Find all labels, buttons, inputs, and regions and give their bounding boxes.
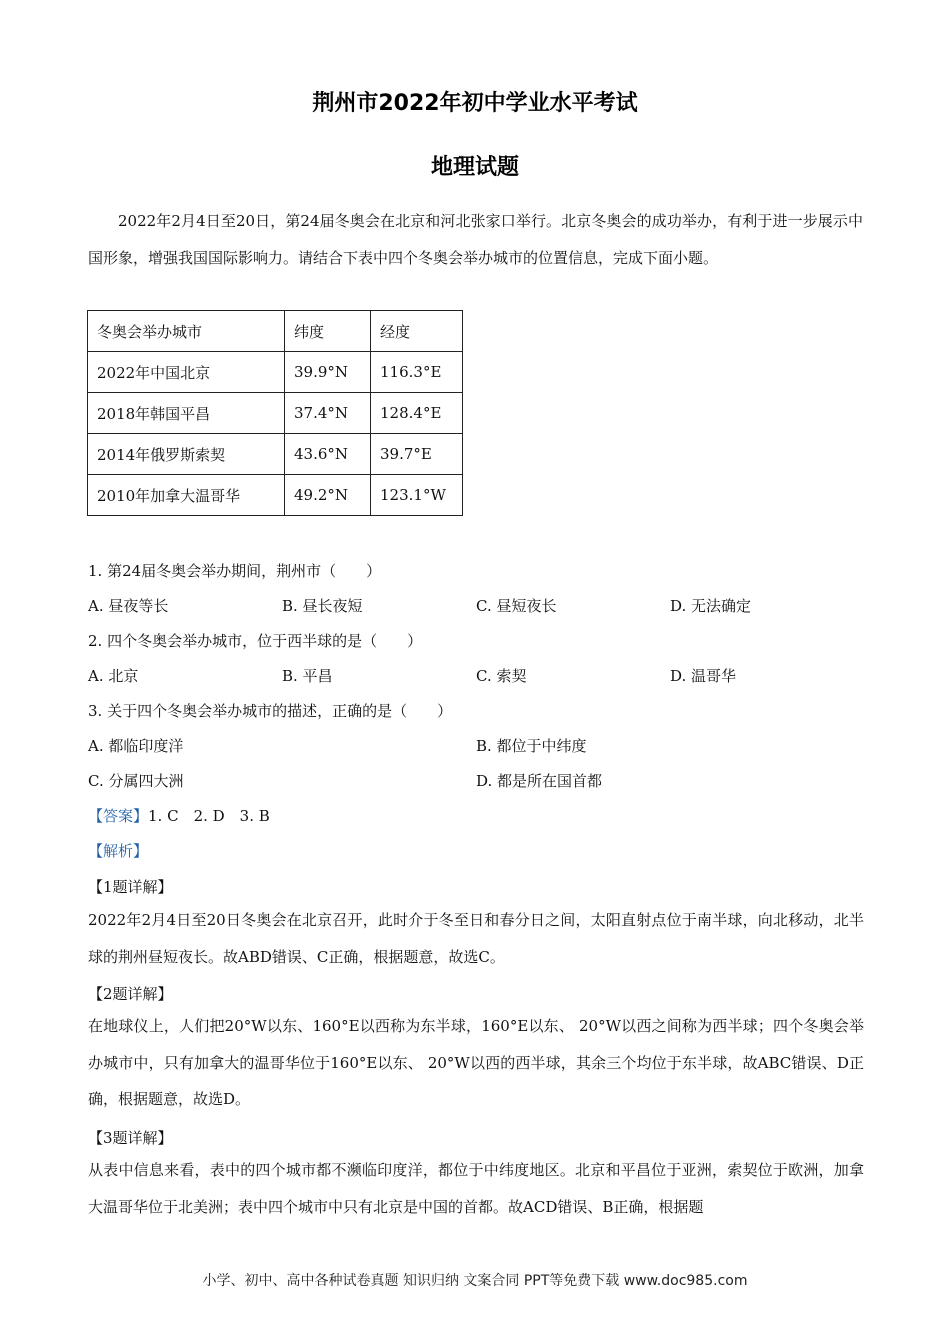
table-cell: 39.9°N bbox=[285, 352, 371, 393]
question-3-option-b: B. 都位于中纬度 bbox=[476, 737, 587, 755]
analysis-label: 【解析】 bbox=[88, 842, 149, 860]
table-cell: 123.1°W bbox=[371, 475, 463, 516]
detail-3-text: 从表中信息来看，表中的四个城市都不濒临印度洋，都位于中纬度地区。北京和平昌位于亚洲，索契位于欧洲，加拿大温哥华位于北美洲；表中四个城市中只有北京是中国的首都。故ACD错误、B正确，根据题 bbox=[88, 1161, 864, 1216]
table-header-cell: 纬度 bbox=[285, 311, 371, 352]
question-1-option-d: D. 无法确定 bbox=[670, 597, 752, 615]
table-cell: 128.4°E bbox=[371, 393, 463, 434]
page-footer: 小学、初中、高中各种试卷真题 知识归纳 文案合同 PPT等免费下载 www.doc985.com bbox=[202, 1273, 748, 1289]
table-cell: 2022年中国北京 bbox=[88, 352, 285, 393]
table-row bbox=[88, 475, 463, 516]
question-1-option-a: A. 昼夜等长 bbox=[88, 597, 169, 615]
table-row bbox=[88, 434, 463, 475]
table-cell: 2018年韩国平昌 bbox=[88, 393, 285, 434]
table-row bbox=[88, 352, 463, 393]
question-3-option-c: C. 分属四大洲 bbox=[88, 772, 184, 790]
table-header-row bbox=[88, 311, 463, 352]
question-2-stem: 2. 四个冬奥会举办城市，位于西半球的是（ ） bbox=[88, 632, 423, 650]
table-cell: 116.3°E bbox=[371, 352, 463, 393]
detail-2-text: 在地球仪上，人们把20°W以东、160°E以西称为东半球，160°E以东、 20°W以西之间称为西半球；四个冬奥会举办城市中，只有加拿大的温哥华位于160°E以东、 20°W以西的西半球，其余三个均位于东半球，故ABC错误、D正确，根据题意，故选D。 bbox=[88, 1017, 864, 1108]
intro-paragraph: 2022年2月4日至20日，第24届冬奥会在北京和河北张家口举行。北京冬奥会的成功举办，有利于进一步展示中国形象，增强我国国际影响力。请结合下表中四个冬奥会举办城市的位置信息，完成下面小题。 bbox=[88, 212, 863, 267]
question-2-option-b: B. 平昌 bbox=[282, 667, 333, 685]
table-cell: 2010年加拿大温哥华 bbox=[88, 475, 285, 516]
table-header-cell: 冬奥会举办城市 bbox=[88, 311, 285, 352]
detail-3-label: 【3题详解】 bbox=[88, 1129, 173, 1147]
question-2-option-d: D. 温哥华 bbox=[670, 667, 737, 685]
answer-label: 【答案】 bbox=[88, 807, 149, 825]
answer-text: 1. C 2. D 3. B bbox=[148, 807, 270, 825]
question-1-option-b: B. 昼长夜短 bbox=[282, 597, 363, 615]
detail-2-label: 【2题详解】 bbox=[88, 985, 173, 1003]
page-subtitle: 地理试题 bbox=[430, 155, 519, 180]
question-1-option-c: C. 昼短夜长 bbox=[476, 597, 557, 615]
detail-1-label: 【1题详解】 bbox=[88, 878, 173, 896]
table-cell: 2014年俄罗斯索契 bbox=[88, 434, 285, 475]
table-cell: 39.7°E bbox=[371, 434, 463, 475]
question-2-option-a: A. 北京 bbox=[88, 667, 139, 685]
question-3-option-d: D. 都是所在国首都 bbox=[476, 772, 603, 790]
answer-line bbox=[88, 805, 270, 826]
cities-table bbox=[87, 310, 463, 516]
table-cell: 37.4°N bbox=[285, 393, 371, 434]
table-row bbox=[88, 393, 463, 434]
table-cell: 43.6°N bbox=[285, 434, 371, 475]
table-header-cell: 经度 bbox=[371, 311, 463, 352]
question-3-option-a: A. 都临印度洋 bbox=[88, 737, 184, 755]
table-cell: 49.2°N bbox=[285, 475, 371, 516]
question-1-stem: 1. 第24届冬奥会举办期间，荆州市（ ） bbox=[88, 562, 382, 580]
question-3-stem: 3. 关于四个冬奥会举办城市的描述，正确的是（ ） bbox=[88, 702, 453, 720]
page-title: 荆州市2022年初中学业水平考试 bbox=[312, 91, 638, 116]
detail-1-text: 2022年2月4日至20日冬奥会在北京召开，此时介于冬至日和春分日之间，太阳直射点位于南半球，向北移动，北半球的荆州昼短夜长。故ABD错误、C正确，根据题意，故选C。 bbox=[88, 911, 864, 966]
question-2-option-c: C. 索契 bbox=[476, 667, 527, 685]
